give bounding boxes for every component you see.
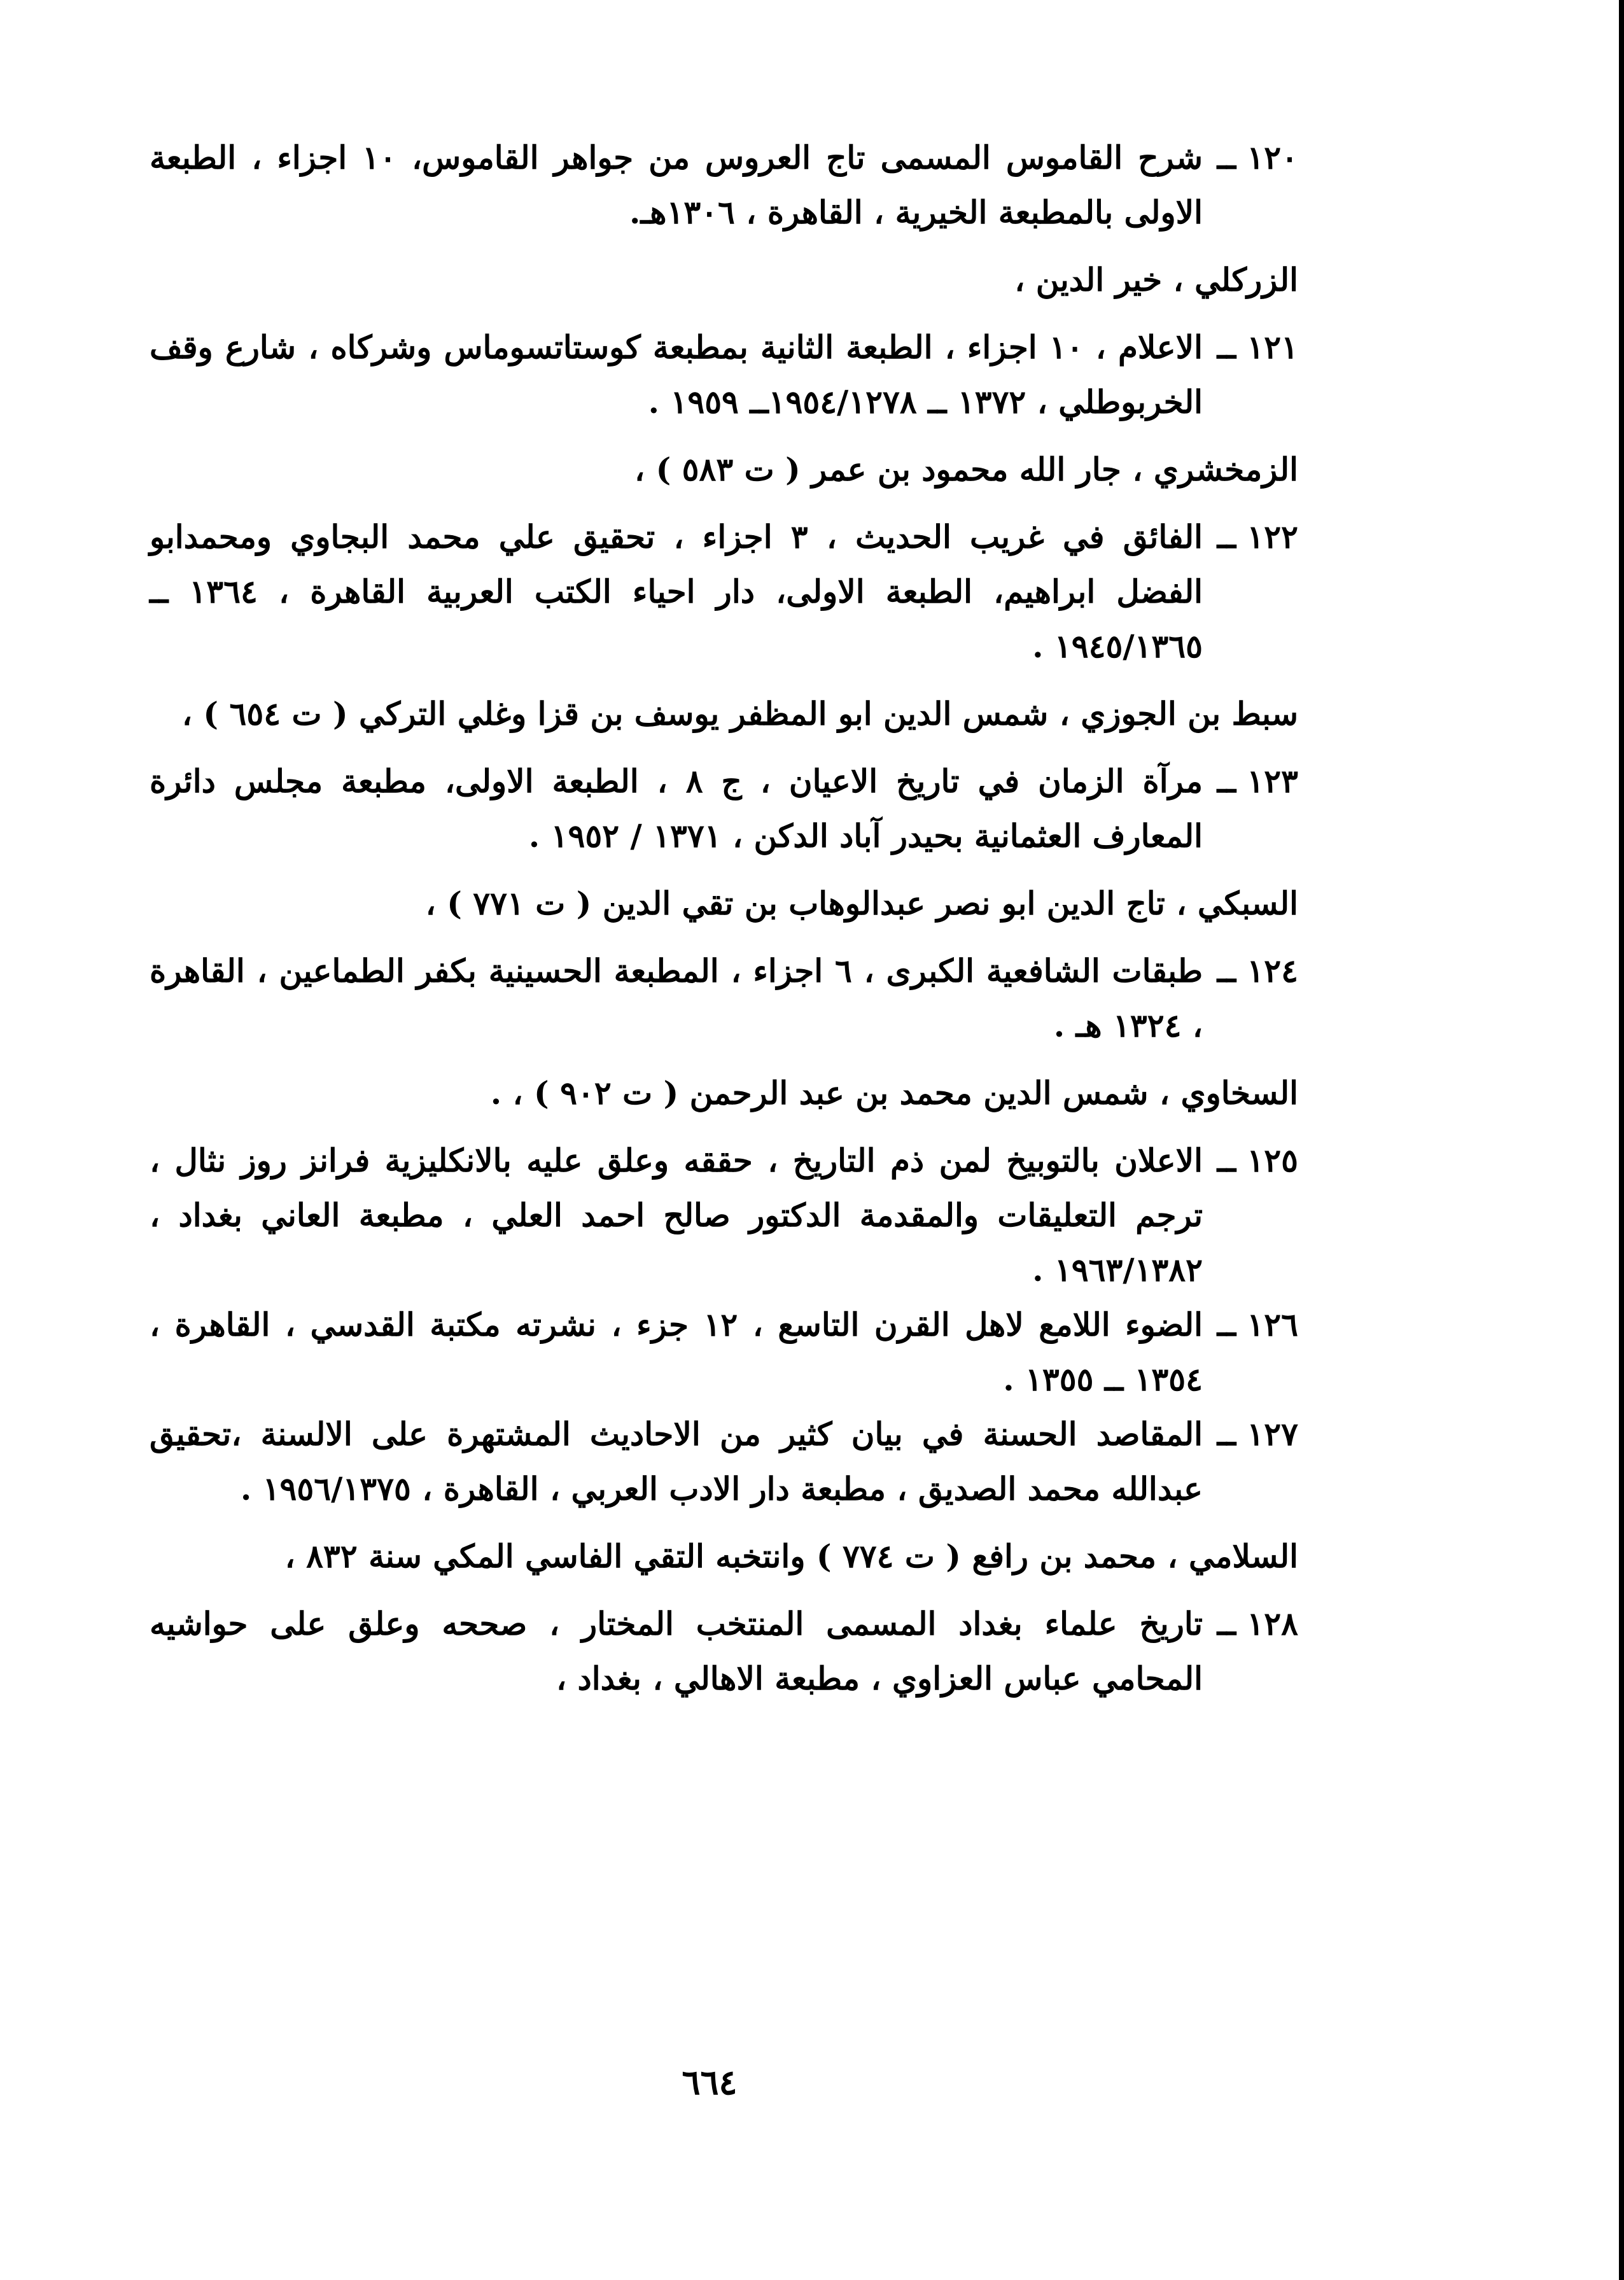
entry-number: ١٢٥ ــ (1217, 1142, 1298, 1179)
bibliography-entry (150, 1407, 1298, 1516)
entry-number: ١٢٨ ــ (1217, 1605, 1298, 1642)
bibliography-entry (150, 510, 1298, 674)
bibliography-entry (150, 1133, 1298, 1297)
entry-text: الاعلام ، ١٠ اجزاء ، الطبعة الثانية بمطبعة كوستاتسوماس وشركاه ، شارع وقف الخربوطلي ، ١٣٧٢ ــ ١٩٥٤/١٢٧٨ــ ١٩٥٩ . (150, 328, 1203, 421)
entry-text: تاريخ علماء بغداد المسمى المنتخب المختار ، صححه وعلق على حواشيه المحامي عباس العزاوي ، مطبعة الاهالي ، بغداد ، (150, 1605, 1203, 1697)
bibliography-entry (150, 944, 1298, 1053)
bibliography-page (150, 130, 1298, 1719)
bibliography-entry (150, 130, 1298, 240)
author-heading: السبكي ، تاج الدين ابو نصر عبدالوهاب بن تقي الدين ( ت ٧٧١ ) ، (425, 885, 1298, 922)
page-number: ٦٦٤ (682, 2062, 738, 2102)
bibliography-entry (150, 1297, 1298, 1407)
entry-text: الاعلان بالتوبيخ لمن ذم التاريخ ، حققه وعلق عليه بالانكليزية فرانز روز نثال ، ترجم التعليقات والمقدمة الدكتور صالح احمد العلي ، مطبعة العاني بغداد ، ١٩٦٣/١٣٨٢ . (150, 1142, 1203, 1289)
bibliography-entry (150, 754, 1298, 864)
author-heading: الزمخشري ، جار الله محمود بن عمر ( ت ٥٨٣ ) ، (634, 451, 1298, 488)
author-heading: سبط بن الجوزي ، شمس الدين ابو المظفر يوسف بن قزا وغلي التركي ( ت ٦٥٤ ) ، (181, 695, 1298, 732)
entry-text: طبقات الشافعية الكبرى ، ٦ اجزاء ، المطبعة الحسينية بكفر الطماعين ، القاهرة ، ١٣٢٤ هـ . (150, 952, 1203, 1044)
page-edge (1619, 0, 1624, 2280)
entry-number: ١٢٤ ــ (1217, 952, 1298, 990)
entry-text: شرح القاموس المسمى تاج العروس من جواهر القاموس، ١٠ اجزاء ، الطبعة الاولى بالمطبعة الخيرية ، القاهرة ، ١٣٠٦هـ. (150, 139, 1203, 231)
entry-number: ١٢١ ــ (1217, 328, 1298, 366)
entry-number: ١٢٠ ــ (1217, 139, 1298, 176)
author-heading: السخاوي ، شمس الدين محمد بن عبد الرحمن ( ت ٩٠٢ ) ، . (490, 1074, 1298, 1112)
bibliography-entry (150, 1597, 1298, 1706)
bibliography-entry (150, 320, 1298, 430)
entry-text: المقاصد الحسنة في بيان كثير من الاحاديث المشتهرة على الالسنة ،تحقيق عبدالله محمد الصديق ، مطبعة دار الادب العربي ، القاهرة ، ١٩٥٦/١٣٧٥ . (150, 1415, 1203, 1507)
author-heading: السلامي ، محمد بن رافع ( ت ٧٧٤ ) وانتخبه التقي الفاسي المكي سنة ٨٣٢ ، (284, 1537, 1298, 1575)
entry-text: الضوء اللامع لاهل القرن التاسع ، ١٢ جزء ، نشرته مكتبة القدسي ، القاهرة ، ١٣٥٤ ــ ١٣٥٥ . (150, 1306, 1203, 1398)
entry-number: ١٢٢ ــ (1217, 518, 1298, 556)
entry-number: ١٢٧ ــ (1217, 1415, 1298, 1453)
entry-text: مرآة الزمان في تاريخ الاعيان ، ج ٨ ، الطبعة الاولى، مطبعة مجلس دائرة المعارف العثمانية بحيدر آباد الدكن ، ١٣٧١ / ١٩٥٢ . (150, 762, 1203, 855)
entry-text: الفائق في غريب الحديث ، ٣ اجزاء ، تحقيق علي محمد البجاوي ومحمدابو الفضل ابراهيم، الطبعة الاولى، دار احياء الكتب العربية القاهرة ، ١٣٦٤ ــ ١٩٤٥/١٣٦٥ . (150, 518, 1203, 665)
author-heading: الزركلي ، خير الدين ، (1014, 261, 1298, 298)
entry-number: ١٢٣ ــ (1217, 762, 1298, 800)
entry-number: ١٢٦ ــ (1217, 1306, 1298, 1343)
